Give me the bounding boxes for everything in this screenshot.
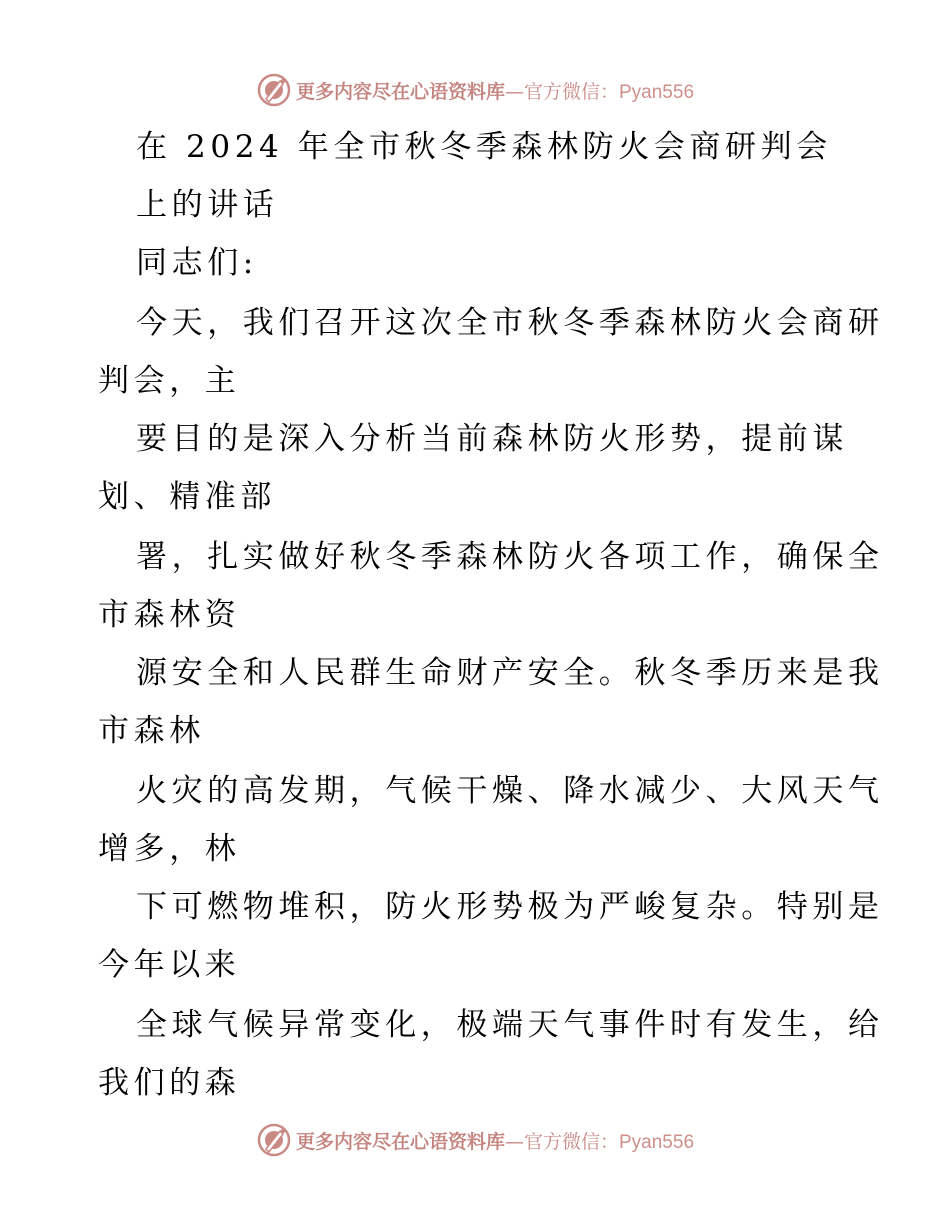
doc-line: 署，扎实做好秋冬季森林防火各项工作，确保全	[136, 539, 884, 575]
doc-line: 要目的是深入分析当前森林防火形势，提前谋	[136, 421, 848, 457]
doc-line: 全球气候异常变化，极端天气事件时有发生，给	[136, 1007, 884, 1043]
watermark-wechat-label: 官方微信：	[523, 80, 619, 103]
doc-line: 火灾的高发期，气候干燥、降水减少、大风天气	[136, 773, 884, 809]
doc-line: 今年以来	[98, 947, 241, 983]
watermark-wechat-id: Pyan556	[619, 1131, 695, 1153]
pen-seal-icon	[256, 1122, 292, 1158]
doc-line: 今天，我们召开这次全市秋冬季森林防火会商研	[136, 305, 884, 341]
doc-line: 市森林	[98, 713, 205, 749]
watermark-separator: —	[504, 1130, 524, 1153]
doc-salutation: 同志们:	[136, 245, 258, 281]
watermark-footer	[0, 1118, 950, 1162]
watermark-main: 更多内容尽在心语资料库	[295, 1130, 505, 1153]
watermark-separator: —	[504, 80, 524, 103]
watermark-text	[296, 77, 694, 104]
doc-line: 源安全和人民群生命财产安全。秋冬季历来是我	[136, 655, 884, 691]
watermark-text	[296, 1127, 694, 1154]
doc-line: 下可燃物堆积，防火形势极为严峻复杂。特别是	[136, 889, 884, 925]
doc-line: 我们的森	[98, 1065, 241, 1101]
doc-line: 市森林资	[98, 597, 241, 633]
doc-title-line-2: 上的讲话	[136, 187, 279, 223]
watermark-main: 更多内容尽在心语资料库	[295, 80, 505, 103]
watermark-header	[0, 68, 950, 112]
watermark-wechat-label: 官方微信：	[523, 1130, 619, 1153]
doc-title-line-1: 在 2024 年全市秋冬季森林防火会商研判会	[136, 129, 832, 165]
pen-seal-icon	[256, 72, 292, 108]
watermark-wechat-id: Pyan556	[619, 81, 695, 103]
doc-line: 增多，林	[98, 831, 241, 867]
doc-line: 判会，主	[98, 363, 241, 399]
doc-line: 划、精准部	[98, 479, 276, 515]
